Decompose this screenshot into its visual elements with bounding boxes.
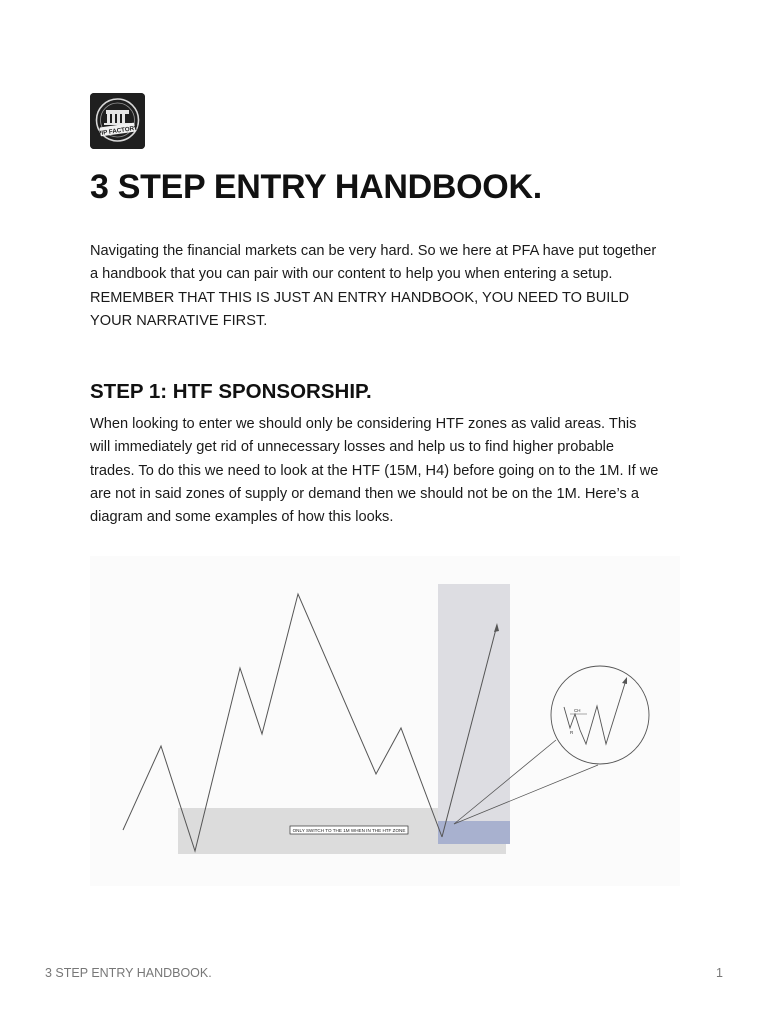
intro-line: a handbook that you can pair with our content to help you when entering a setup. [90,266,613,283]
retest-label: R [570,730,574,735]
document-title: 3 STEP ENTRY HANDBOOK. [90,168,542,206]
step-1-line: are not in said zones of supply or demand then we should not be on the 1M. Here’s a [90,485,639,502]
ltf-zoom-inset [551,666,649,764]
intro-line: YOUR NARRATIVE FIRST. [90,312,268,329]
choch-label: CH [574,708,581,713]
logo-icon [90,93,145,149]
zone-label: ONLY SWITCH TO THE 1M WHEN IN THE HTF ZONE [292,828,406,833]
page-number: 1 [716,966,723,980]
logo-wordmark: PIP FACTORY [97,124,139,138]
step-1-paragraph [90,413,690,529]
htf-zone-diagram [90,556,680,886]
step-1-line: diagram and some examples of how this looks. [90,509,394,526]
intro-paragraph [90,240,690,333]
step-1-line: trades. To do this we need to look at the HTF (15M, H4) before going on to the 1M. If we [90,462,659,479]
step-1-heading: STEP 1: HTF SPONSORSHIP. [90,380,372,403]
step-1-line: will immediately get rid of unnecessary losses and help us to find higher probable [90,439,615,456]
footer-title: 3 STEP ENTRY HANDBOOK. [45,966,212,980]
intro-line: REMEMBER THAT THIS IS JUST AN ENTRY HANDBOOK, YOU NEED TO BUILD [90,289,630,306]
pip-factory-logo [90,93,145,149]
entry-overlap-zone [438,821,510,844]
step-1-line: When looking to enter we should only be considering HTF zones as valid areas. This [90,416,637,432]
intro-line: Navigating the financial markets can be very hard. So we here at PFA have put together [90,243,657,259]
